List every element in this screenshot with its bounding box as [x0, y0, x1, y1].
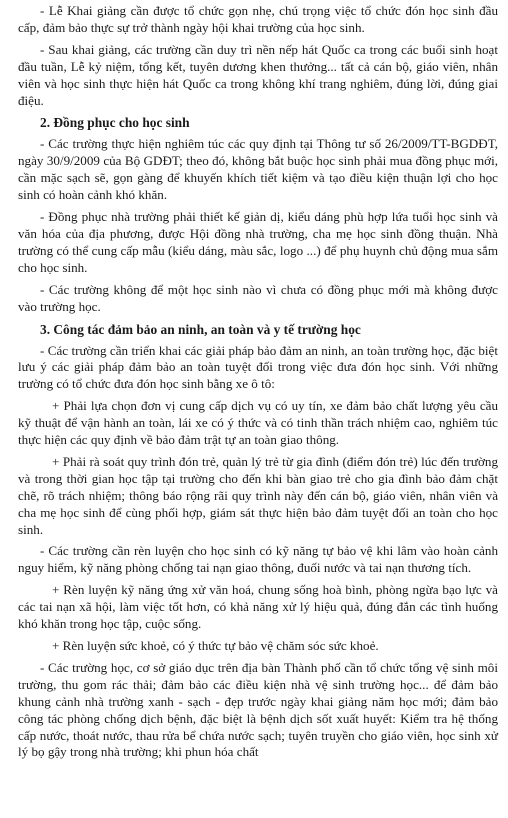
paragraph-opening-ceremony: - Lễ Khai giảng cần được tổ chức gọn nhẹ, chú trọng việc tổ chức đón học sinh đầu cấp, đảm bảo thực sự trở thành ngày hội khai trường của học sinh.	[18, 3, 498, 35]
paragraph-pickup-procedure: + Phải rà soát quy trình đón trẻ, quản lý trẻ từ gia đình (điểm đón trẻ) lúc đến trường và trong thời gian học tập tại trường cho đến khi bàn giao trẻ cho gia đình bảo đảm chặt chẽ, rõ trách nhiệm; thông báo rộng rãi quy trình này đến cán bộ, giáo viên, nhân viên và cha mẹ học sinh để cùng phối hợp, giám sát thực hiện bảo đảm tuyệt đối an toàn cho học sinh.	[18, 453, 498, 537]
paragraph-uniform-regulations: - Các trường thực hiện nghiêm túc các quy định tại Thông tư số 26/2009/TT-BGDĐT, ngày 30/9/2009 của Bộ GDĐT; theo đó, không bắt buộc học sinh phải mua đồng phục mới, cần mặc sạch sẽ, gọn gàng để khuyến khích tiết kiệm và tạo điều kiện thuận lợi cho học sinh có hoàn cảnh khó khăn.	[18, 136, 498, 203]
paragraph-transport-provider: + Phải lựa chọn đơn vị cung cấp dịch vụ có uy tín, xe đảm bảo chất lượng yêu cầu kỹ thuật để vận hành an toàn, lái xe có ý thức và có tinh thần trách nhiệm cao, nghiêm túc thực hiện các quy định về bảo đảm trật tự an toàn giao thông.	[18, 398, 498, 448]
heading-security-safety-health: 3. Công tác đảm bảo an ninh, an toàn và y tế trường học	[40, 321, 361, 337]
paragraph-self-protection-skills: - Các trường cần rèn luyện cho học sinh có kỹ năng tự bảo vệ khi lâm vào hoàn cảnh nguy hiểm, kỹ năng phòng chống tai nạn giao thông, đuối nước và tai nạn thương tích.	[18, 543, 498, 576]
paragraph-uniform-no-exclusion: - Các trường không để một học sinh nào vì chưa có đồng phục mới mà không được vào trường học.	[18, 281, 498, 314]
paragraph-national-anthem: - Sau khai giảng, các trường cần duy trì nền nếp hát Quốc ca trong các buổi sinh hoạt đầu tuần, Lễ kỷ niệm, tổng kết, tuyên dương khen thưởng... tất cả cán bộ, giáo viên, nhân viên và học sinh thực hiện hát Quốc ca trong không khí trang nghiêm, đúng lời, đúng giai điệu.	[18, 41, 498, 108]
paragraph-uniform-design: - Đồng phục nhà trường phải thiết kế giản dị, kiểu dáng phù hợp lứa tuổi học sinh và văn hóa của địa phương, được Hội đồng nhà trường, cha mẹ học sinh đồng thuận. Nhà trường có thể cung cấp mẫu (kiểu dáng, màu sắc, logo ...) để phụ huynh chủ động mua sắm cho học sinh.	[18, 209, 498, 275]
heading-uniforms: 2. Đồng phục cho học sinh	[40, 115, 190, 131]
paragraph-health-training: + Rèn luyện sức khoẻ, có ý thức tự bảo vệ chăm sóc sức khoẻ.	[52, 638, 379, 653]
paragraph-safety-measures: - Các trường cần triển khai các giải pháp bảo đảm an ninh, an toàn trường học, đặc biệt lưu ý các giải pháp đảm bảo an toàn tuyệt đối trong việc đưa đón học sinh. Với những trường có tổ chức đưa đón học sinh bằng xe ô tô:	[18, 342, 498, 392]
paragraph-school-sanitation: - Các trường học, cơ sở giáo dục trên địa bàn Thành phố cần tổ chức tổng vệ sinh môi trường, thu gom rác thải; đảm bảo các điều kiện nhà vệ sinh trường học... để đảm bảo khung cảnh nhà trường xanh - sạch - đẹp trước ngày khai giảng năm học mới; đảm bảo công tác phòng chống dịch bệnh, đặc biệt là bệnh dịch sốt xuất huyết: Kiểm tra hệ thống cấp nước, thoát nước, thau rửa bể chứa nước sạch; tuyên truyền cho giáo viên, học sinh xử lý bọ gậy trong nhà trường; khi phun hóa chất	[18, 659, 498, 760]
paragraph-behavior-skills: + Rèn luyện kỹ năng ứng xử văn hoá, chung sống hoà bình, phòng ngừa bạo lực và các tai nạn xã hội, làm việc tốt hơn, có khả năng xử lý hiệu quả, đúng đắn các tình huống khó khăn trong học tập, cuộc sống.	[18, 582, 498, 632]
